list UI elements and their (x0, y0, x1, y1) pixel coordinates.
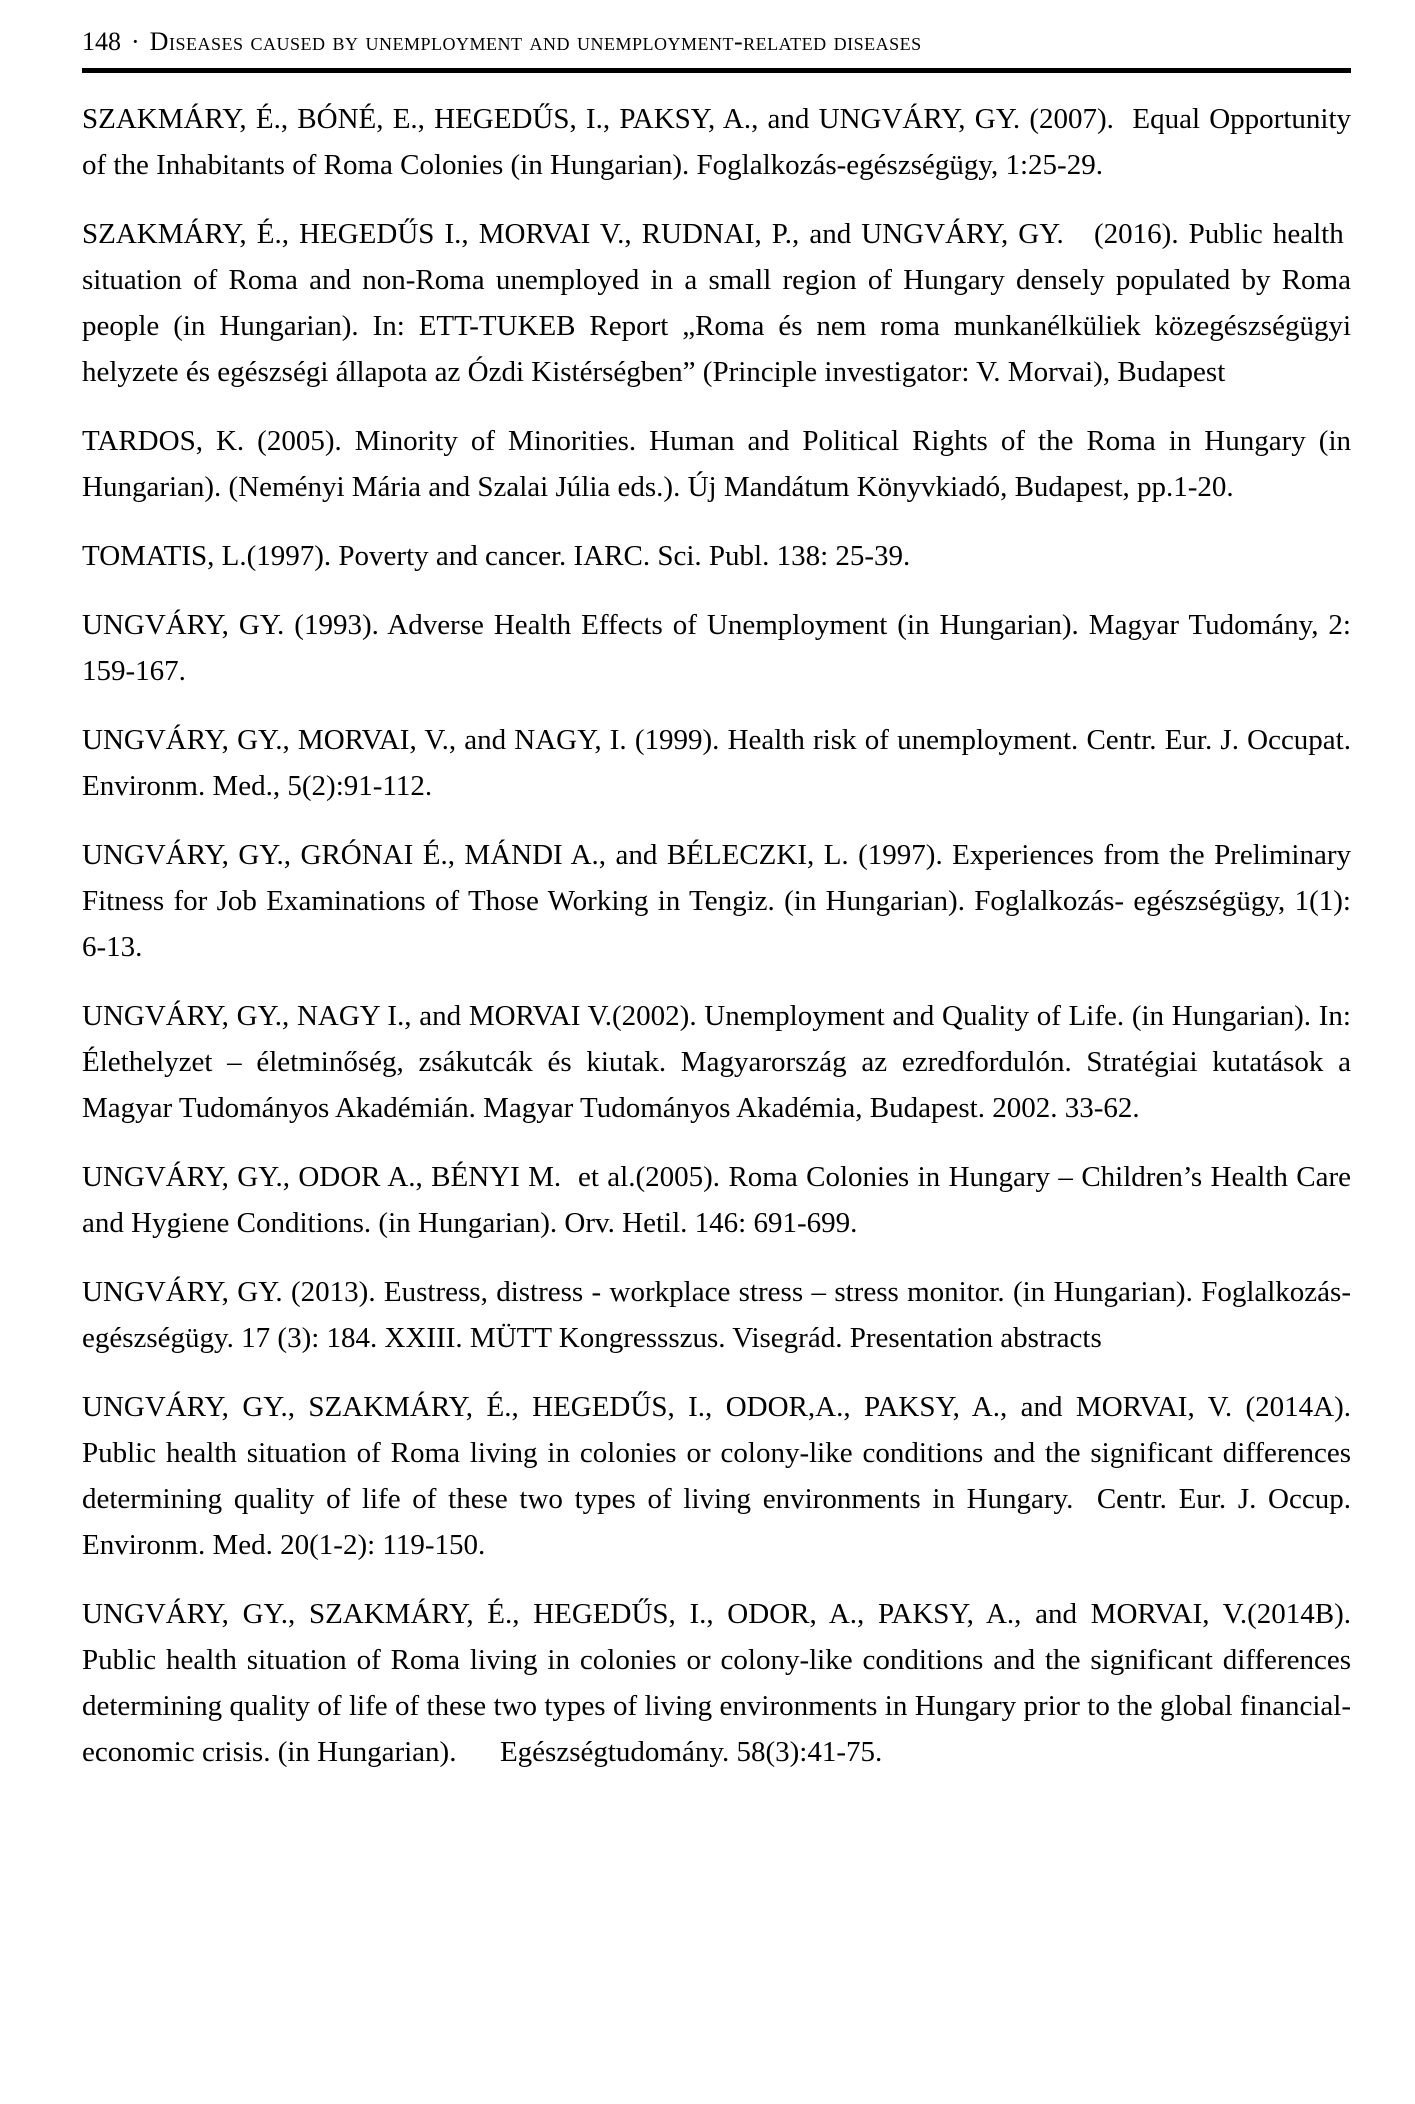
reference-entry: SZAKMÁRY, É., HEGEDŰS I., MORVAI V., RUDNAI, P., and UNGVÁRY, GY. (2016). Public health situation of Roma and non-Roma unemployed in a small region of Hungary densely populated by Roma people (in Hungarian). In: ETT-TUKEB Report „Roma és nem roma munkanélküliek közegészségügyi helyzete és egészségi állapota az Ózdi Kistérségben” (Principle investigator: V. Morvai), Budapest (82, 218, 1351, 389)
reference-entry: UNGVÁRY, GY., MORVAI, V., and NAGY, I. (1999). Health risk of unemployment. Centr. Eur. J. Occupat. Environm. Med., 5(2):91-112. (82, 724, 1351, 803)
header-rule (82, 68, 1351, 73)
page-header (82, 26, 1351, 57)
reference-entry: UNGVÁRY, GY., GRÓNAI É., MÁNDI A., and BÉLECZKI, L. (1997). Experiences from the Preliminary Fitness for Job Examinations of Those Working in Tengiz. (in Hungarian). Foglalkozás- egészségügy, 1(1): 6-13. (82, 839, 1351, 964)
reference-entry: UNGVÁRY, GY. (2013). Eustress, distress - workplace stress – stress monitor. (in Hungarian). Foglalkozás-egészségügy. 17 (3): 184. XXIII. MÜTT Kongressszus. Visegrád. Presentation abstracts (82, 1276, 1351, 1355)
reference-entry: TARDOS, K. (2005). Minority of Minorities. Human and Political Rights of the Roma in Hungary (in Hungarian). (Neményi Mária and Szalai Júlia eds.). Új Mandátum Könyvkiadó, Budapest, pp.1-20. (82, 425, 1351, 504)
reference-entry: UNGVÁRY, GY., SZAKMÁRY, É., HEGEDŰS, I., ODOR,A., PAKSY, A., and MORVAI, V. (2014A). Public health situation of Roma living in colonies or colony-like conditions and the significant differences determining quality of life of these two types of living environments in Hungary. Centr. Eur. J. Occup. Environm. Med. 20(1-2): 119-150. (82, 1391, 1351, 1562)
reference-entry: SZAKMÁRY, É., BÓNÉ, E., HEGEDŰS, I., PAKSY, A., and UNGVÁRY, GY. (2007). Equal Opportunity of the Inhabitants of Roma Colonies (in Hungarian). Foglalkozás-egészségügy, 1:25-29. (82, 103, 1351, 182)
reference-entry: UNGVÁRY, GY., SZAKMÁRY, É., HEGEDŰS, I., ODOR, A., PAKSY, A., and MORVAI, V.(2014B). Public health situation of Roma living in colonies or colony-like conditions and the significant differences determining quality of life of these two types of living environments in Hungary prior to the global financial-economic crisis. (in Hungarian). Egészségtudomány. 58(3):41-75. (82, 1598, 1351, 1769)
reference-entry: UNGVÁRY, GY., ODOR A., BÉNYI M. et al.(2005). Roma Colonies in Hungary – Children’s Health Care and Hygiene Conditions. (in Hungarian). Orv. Hetil. 146: 691-699. (82, 1161, 1351, 1240)
header-separator: · (131, 27, 140, 56)
reference-entry: UNGVÁRY, GY. (1993). Adverse Health Effects of Unemployment (in Hungarian). Magyar Tudomány, 2: 159-167. (82, 609, 1351, 688)
references-list (82, 96, 1351, 1775)
reference-entry: TOMATIS, L.(1997). Poverty and cancer. IARC. Sci. Publ. 138: 25-39. (82, 540, 911, 573)
reference-entry: UNGVÁRY, GY., NAGY I., and MORVAI V.(2002). Unemployment and Quality of Life. (in Hungarian). In: Élethelyzet – életminőség, zsákutcák és kiutak. Magyarország az ezredfordulón. Stratégiai kutatások a Magyar Tudományos Akadémián. Magyar Tudományos Akadémia, Budapest. 2002. 33-62. (82, 1000, 1351, 1125)
running-title: Diseases caused by unemployment and unemployment-related diseases (149, 27, 922, 56)
page-number: 148 (82, 27, 121, 56)
